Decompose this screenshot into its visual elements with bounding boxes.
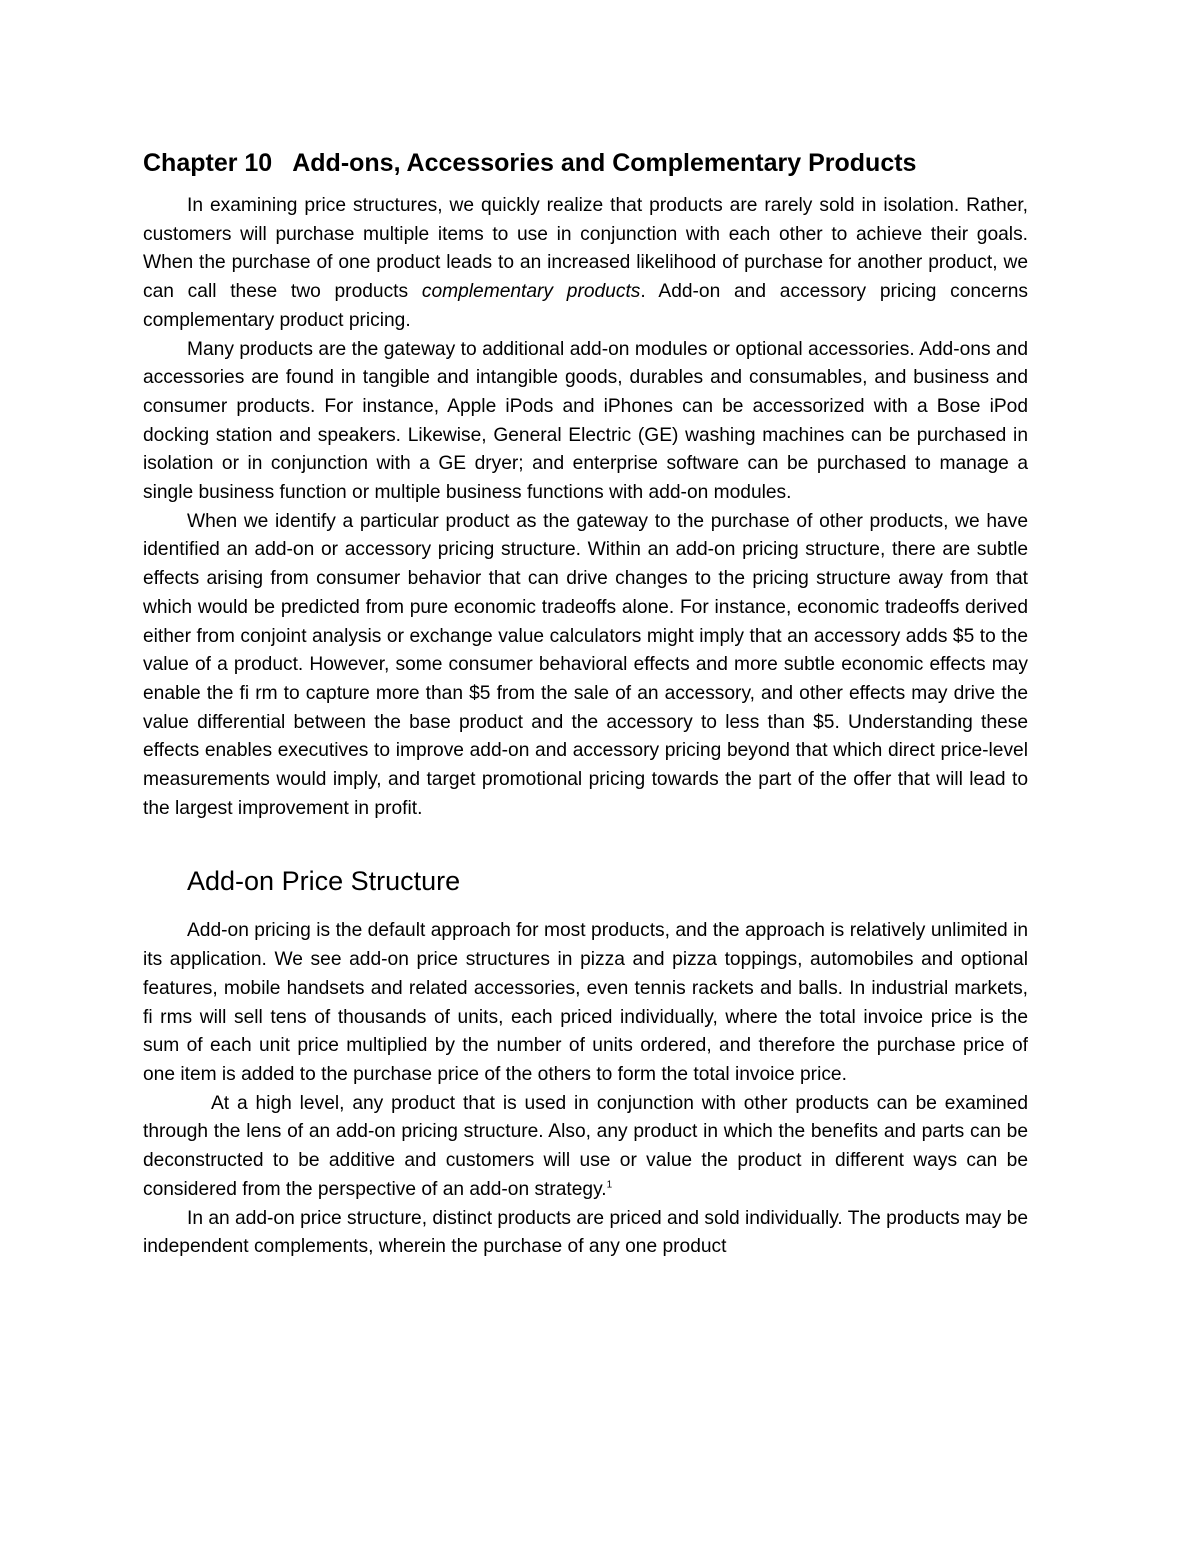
intro-paragraph-2: Many products are the gateway to additional add-on modules or optional accessories. Add-ons and accessories are found in tangible and intangible goods, durables and consumables, and business and consumer products. For instance, Apple iPods and iPhones can be accessorized with a Bose iPod docking station and speakers. Likewise, General Electric (GE) washing machines can be purchased in isolation or in conjunction with a GE dryer; and enterprise software can be purchased to manage a single business function or multiple business functions with add-on modules. <box>143 338 1028 504</box>
chapter-title <box>143 143 1028 183</box>
chapter-number: Chapter 10 <box>143 149 273 177</box>
emphasis-term: complementary products <box>421 281 641 303</box>
chapter-name: Add-ons, Accessories and Complementary Products <box>292 149 917 177</box>
footnote-reference[interactable]: 1 <box>606 1179 613 1191</box>
section-paragraph-2: At a high level, any product that is used in conjunction with other products can be examined through the lens of an add-on pricing structure. Also, any product in which the benefits and parts can be deconstructed to be additive and customers will use or value the product in different ways can be considered from the perspective of an add-on strategy.$^1$ <box>143 1092 1028 1200</box>
section-heading: Add-on Price Structure <box>187 866 461 897</box>
section-paragraph-3: In an add-on price structure, distinct products are priced and sold individually. The products may be independent complements, wherein the purchase of any one product <box>143 1207 1028 1258</box>
section-paragraph-1: Add-on pricing is the default approach for most products, and the approach is relatively unlimited in its application. We see add-on price structures in pizza and pizza toppings, automobiles and optional features, mobile handsets and related accessories, even tennis rackets and balls. In industrial markets, fi rms will sell tens of thousands of units, each priced individually, where the total invoice price is the sum of each unit price multiplied by the number of units ordered, and therefore the purchase price of one item is added to the purchase price of the others to form the total invoice price. <box>143 920 1028 1085</box>
intro-paragraph-1: In examining price structures, we quickly realize that products are rarely sold in isolation. Rather, customers will purchase multiple items to use in conjunction with each other to achieve their goals. When the purchase of one product leads to an increased likelihood of purchase for another product, we can call these two products complementary products. Add-on and accessory pricing concerns complementary product pricing. <box>143 195 1029 331</box>
intro-paragraph-3: When we identify a particular product as the gateway to the purchase of other products, we have identified an add-on or accessory pricing structure. Within an add-on pricing structure, there are subtle effects arising from consumer behavior that can drive changes to the pricing structure away from that which would be predicted from pure economic tradeoffs alone. For instance, economic tradeoffs derived either from conjoint analysis or exchange value calculators might imply that an accessory adds $5 to the value of a product. However, some consumer behavioral effects and more subtle economic effects may enable the fi rm to capture more than $5 from the sale of an accessory, and other effects may drive the value differential between the base product and the accessory to less than $5. Understanding these effects enables executives to improve add-on and accessory pricing beyond that which direct price-level measurements would imply, and target promotional pricing towards the part of the offer that will lead to the largest improvement in profit. <box>143 510 1028 819</box>
page-content <box>143 143 1028 1262</box>
